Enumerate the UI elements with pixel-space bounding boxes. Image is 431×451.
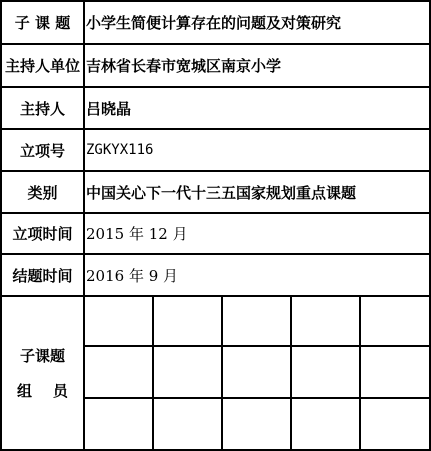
host-label: 主持人 (19, 99, 65, 118)
member-grid-column-divider (290, 295, 292, 451)
member-cell (155, 297, 221, 345)
approval-date-label: 立项时间 (12, 225, 73, 243)
host-unit-value: 吉林省长春市宽城区南京小学 (86, 57, 282, 75)
member-cell (362, 400, 428, 449)
member-cell (86, 297, 152, 345)
member-cell (293, 348, 359, 397)
host-unit-label: 主持人单位 (4, 57, 80, 75)
member-cell (155, 400, 221, 449)
member-cell (362, 348, 428, 397)
subproject-label: 子 课 题 (14, 14, 71, 32)
members-label (2, 296, 83, 449)
project-number-label: 立项号 (19, 141, 65, 160)
host-value: 吕晓晶 (86, 99, 132, 118)
member-grid-divider (84, 345, 431, 347)
member-cell (86, 348, 152, 397)
approval-date-value: 2015 年 12 月 (86, 225, 188, 243)
project-number-value: ZGKYX116 (86, 142, 154, 158)
members-label-line1: 子课题 (19, 346, 65, 365)
member-cell (86, 400, 152, 449)
subproject-value: 小学生简便计算存在的问题及对策研究 (86, 14, 342, 32)
member-cell (293, 297, 359, 345)
member-cell (224, 348, 290, 397)
member-cell (224, 400, 290, 449)
category-label: 类别 (27, 183, 58, 202)
members-label-line2: 组 员 (17, 381, 68, 400)
member-cell (293, 400, 359, 449)
member-grid-column-divider (221, 295, 223, 451)
label-column-divider (83, 0, 85, 451)
member-cell (224, 297, 290, 345)
completion-date-label: 结题时间 (12, 266, 73, 285)
member-cell (362, 297, 428, 345)
member-grid-divider (84, 397, 431, 399)
category-value: 中国关心下一代十三五国家规划重点课题 (86, 183, 357, 202)
member-grid-column-divider (359, 295, 361, 451)
member-grid-column-divider (152, 295, 154, 451)
member-cell (155, 348, 221, 397)
completion-date-value: 2016 年 9 月 (86, 266, 179, 285)
